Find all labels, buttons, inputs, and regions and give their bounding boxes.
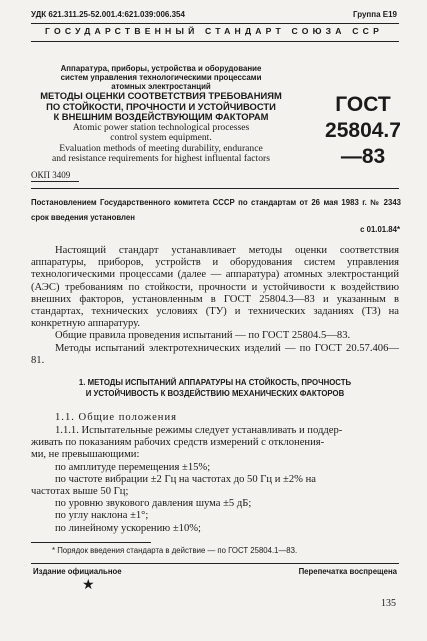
method-title-line: МЕТОДЫ ОЦЕНКИ СООТВЕТСТВИЯ ТРЕБОВАНИЯМ [40, 90, 282, 101]
method-title-line: ПО СТОЙКОСТИ, ПРОЧНОСТИ И УСТОЙЧИВОСТИ [46, 100, 276, 112]
subject-line: атомных электростанций [111, 82, 211, 91]
section-heading-line: 1. МЕТОДЫ ИСПЫТАНИЙ АППАРАТУРЫ НА СТОЙКОСТЬ, ПРОЧНОСТЬ [78, 378, 352, 387]
english-title-line: and resistance requirements for highest influental factors [52, 153, 270, 164]
intro-section [31, 245, 399, 367]
section-heading-line: И УСТОЙЧИВОСТЬ К ВОЗДЕЙСТВИЮ МЕХАНИЧЕСКИХ ФАКТОРОВ [85, 388, 345, 398]
decree-top-rule [31, 188, 399, 189]
official-edition: Издание официальное [33, 567, 122, 576]
method-title-line: К ВНЕШНИМ ВОЗДЕЙСТВУЮЩИМ ФАКТОРАМ [53, 111, 269, 122]
clause-line: ми, не превышающими: [31, 449, 140, 461]
top-rule [31, 23, 399, 24]
subsection-title: 1.1. Общие положения [55, 412, 177, 423]
gost-number: 25804.7—83 [325, 119, 401, 168]
english-title-line: Atomic power station technological processes [72, 121, 250, 133]
tolerance-item: по линейному ускорению ±10%; [55, 522, 202, 534]
tolerance-item: частотах выше 50 Гц; [31, 486, 129, 498]
subject-line: Аппаратура, приборы, устройства и оборудование [60, 64, 262, 73]
tolerance-item: по амплитуде перемещения ±15%; [55, 461, 211, 473]
group-code: Группа Е19 [352, 10, 397, 19]
intro-paragraph: Настоящий стандарт устанавливает методы оценки соответствия аппаратуры, приборов, устройств и оборудования систем управления технологическими процессами (далее — аппаратура) атомных электростанций (АЭС) требованиям по стойкости, прочности и устойчивости к воздействию внешних факторов, установленным в ГОСТ 25804.3—83 и указанным в стандартах, технических условиях (ТУ) и технических заданиях (ТЗ) на конкретную аппаратуру. [31, 245, 399, 330]
footnote-rule [31, 542, 151, 543]
intro-paragraph: Общие правила проведения испытаний — по ГОСТ 25804.5—83. [55, 330, 351, 342]
banner-rule [31, 41, 399, 42]
tolerance-item: по уровню звукового давления шума ±5 дБ; [55, 498, 252, 510]
okp-code: ОКП 3409 [31, 170, 71, 180]
tolerance-item: по частоте вибрации ±2 Гц на частотах до 50 Гц и ±2% на [55, 473, 316, 485]
clause-text [31, 425, 399, 535]
udk-code: УДК 621.311.25-52.001.4:621.039:006.354 [31, 10, 185, 19]
star-icon: ★ [82, 578, 95, 593]
section-heading [31, 378, 399, 399]
tolerance-item: по углу наклона ±1°; [55, 510, 149, 522]
english-title-line: Evaluation methods of meeting durability, endurance [59, 142, 263, 154]
english-title-line: control system equipment. [110, 132, 212, 143]
subject-line: систем управления технологическими процессами [60, 73, 262, 82]
standard-banner: ГОСУДАРСТВЕННЫЙ СТАНДАРТ СОЮЗА ССР [44, 26, 384, 36]
reprint-prohibited: Перепечатка воспрещена [298, 567, 397, 576]
page-number: 135 [381, 598, 396, 609]
title-block [31, 64, 291, 165]
gost-designation [318, 92, 408, 170]
footer-rule [31, 563, 399, 564]
footnote: * Порядок введения стандарта в действие — по ГОСТ 25804.1—83. [52, 546, 298, 555]
effective-date: с 01.01.84* [360, 225, 400, 234]
clause-line: 1.1.1. Испытательные режимы следует устанавливать и поддер- [55, 425, 343, 436]
clause-line: живать по показаниям рабочих средств измерений с отклонения- [31, 437, 325, 449]
intro-paragraph: Методы испытаний электротехнических изделий — по ГОСТ 20.57.406—81. [31, 342, 399, 366]
gost-label: ГОСТ [335, 93, 391, 116]
okp-underline [31, 181, 79, 182]
decree-text: Постановлением Государственного комитета СССР по стандартам от 26 мая 1983 г. № 2343 срок введения установлен [31, 198, 401, 222]
